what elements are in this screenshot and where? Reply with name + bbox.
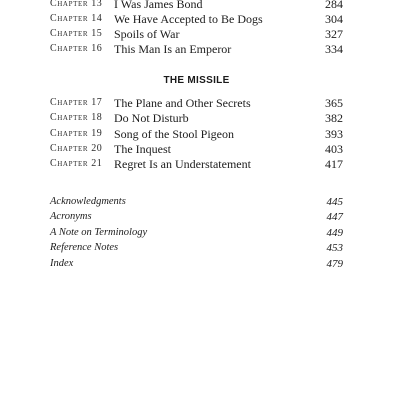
toc-entry-note-on-terminology (50, 225, 343, 241)
chapter-page-number: 334 (325, 42, 343, 56)
chapter-number: Chapter 18 (50, 112, 103, 123)
chapter-number: Chapter 14 (50, 13, 103, 24)
toc-entry-chapter-14 (50, 11, 343, 27)
back-matter-page-number: 453 (326, 242, 343, 254)
back-matter-title: Acknowledgments (50, 196, 126, 207)
toc-entry-acknowledgments (50, 194, 343, 210)
chapter-title: Song of the Stool Pigeon (114, 127, 235, 141)
back-matter-title: Acronyms (50, 211, 92, 222)
chapter-number: Chapter 17 (50, 97, 103, 108)
chapter-page-number: 327 (325, 27, 343, 41)
chapter-page-number: 304 (325, 12, 343, 26)
chapter-title: The Inquest (114, 142, 171, 156)
toc-entry-index (50, 256, 343, 272)
back-matter-title: Reference Notes (50, 242, 119, 253)
chapter-title: Regret Is an Understatement (114, 157, 251, 171)
toc-entry-chapter-15 (50, 26, 343, 42)
section-heading: THE MISSILE (163, 75, 230, 86)
back-matter-page-number: 445 (326, 196, 343, 208)
toc-entry-chapter-16 (50, 41, 343, 57)
toc-entry-chapter-19 (50, 126, 343, 142)
toc-entry-chapter-17 (50, 95, 343, 111)
back-matter-title: Index (50, 258, 74, 269)
chapter-number: Chapter 19 (50, 128, 103, 139)
chapter-page-number: 403 (325, 142, 343, 156)
chapter-page-number: 365 (325, 96, 343, 110)
chapter-number: Chapter 13 (50, 0, 103, 9)
chapter-number: Chapter 15 (50, 28, 103, 39)
toc-entry-reference-notes (50, 240, 343, 256)
chapter-title: The Plane and Other Secrets (114, 96, 251, 110)
back-matter-page-number: 447 (326, 211, 343, 223)
chapter-number: Chapter 20 (50, 143, 103, 154)
back-matter-page-number: 479 (326, 258, 343, 270)
chapter-page-number: 393 (325, 127, 343, 141)
chapter-title: I Was James Bond (114, 0, 203, 11)
chapter-page-number: 284 (325, 0, 343, 11)
toc-entry-acronyms (50, 209, 343, 225)
chapter-page-number: 382 (325, 111, 343, 125)
chapter-number: Chapter 21 (50, 158, 103, 169)
chapter-page-number: 417 (325, 157, 343, 171)
toc-entry-chapter-21 (50, 156, 343, 172)
back-matter-title: A Note on Terminology (50, 227, 148, 238)
toc-entry-chapter-18 (50, 110, 343, 126)
back-matter-page-number: 449 (326, 227, 343, 239)
chapter-number: Chapter 16 (50, 43, 103, 54)
toc-entry-chapter-20 (50, 141, 343, 157)
chapter-title: Spoils of War (114, 27, 180, 41)
chapter-title: We Have Accepted to Be Dogs (114, 12, 263, 26)
chapter-title: Do Not Disturb (114, 111, 189, 125)
chapter-title: This Man Is an Emperor (114, 42, 232, 56)
